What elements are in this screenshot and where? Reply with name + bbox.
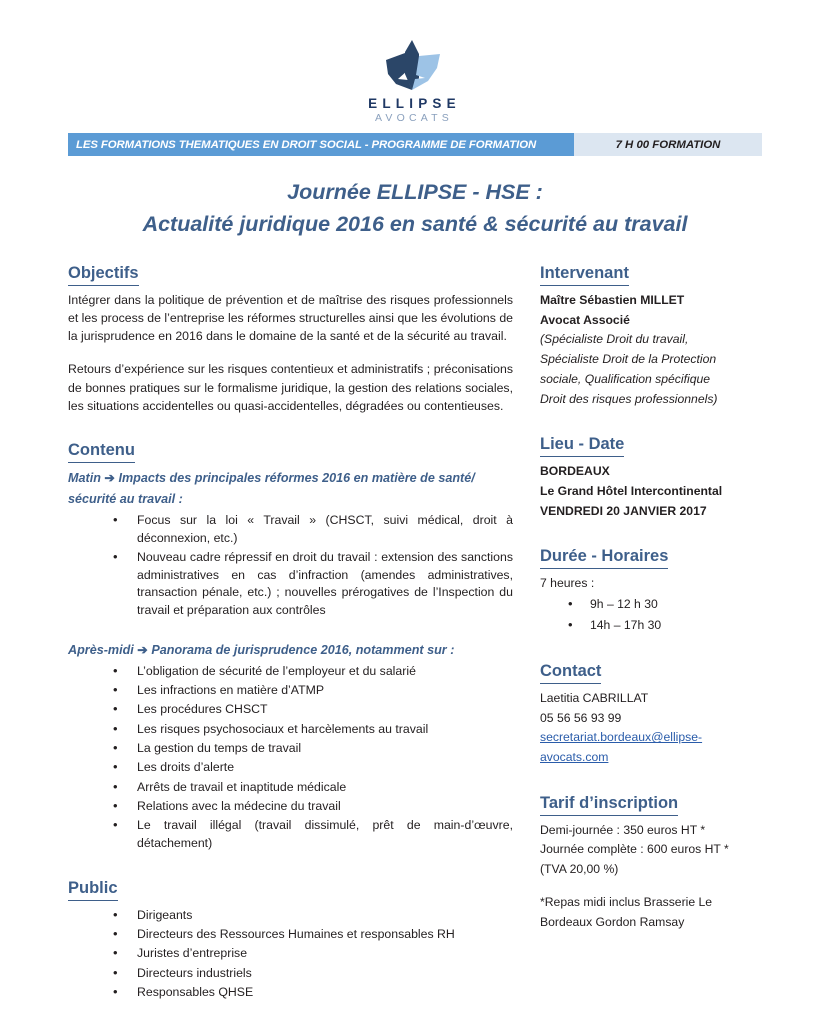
- section-tarif: [540, 794, 764, 933]
- list-item: • Directeurs des Ressources Humaines et responsables RH: [113, 926, 513, 944]
- list-item: • Le travail illégal (travail dissimulé, prêt de main-d’œuvre, détachement): [113, 817, 513, 853]
- section-public: [68, 879, 513, 1002]
- section-lieu-date: [540, 435, 764, 521]
- list-item: • Nouveau cadre répressif en droit du travail : extension des sanctions administratives en cas d’infraction (amendes administratives, transaction pénale, etc.) ; nouvelles prérogatives de l’Inspection du travail et préparation aux contrôles: [113, 549, 513, 620]
- list-item: • 14h – 17h 30: [568, 615, 764, 636]
- lieu-date-value: VENDREDI 20 JANVIER 2017: [540, 503, 707, 518]
- intervenant-heading: Intervenant: [540, 264, 629, 286]
- lieu-date-heading: Lieu - Date: [540, 435, 624, 457]
- header-banner: [68, 133, 762, 156]
- contenu-apresmidi-list: [68, 663, 513, 853]
- list-item: • La gestion du temps de travail: [113, 740, 513, 758]
- page-title: [68, 176, 762, 241]
- page-title-line1: Journée ELLIPSE - HSE :: [287, 180, 543, 204]
- logo-subtitle: AVOCATS: [374, 111, 454, 124]
- list-item: • 9h – 12 h 30: [568, 594, 764, 615]
- contact-phone: 05 56 56 93 99: [540, 710, 622, 725]
- list-item: • L’obligation de sécurité de l’employeur et du salarié: [113, 663, 513, 681]
- section-duree-horaires: [540, 547, 764, 636]
- right-column: [540, 264, 764, 933]
- contenu-matin-list: [68, 512, 513, 620]
- banner-duration-label: 7 H 00 FORMATION: [574, 133, 762, 156]
- objectifs-paragraph-1: Intégrer dans la politique de prévention et de maîtrise des risques professionnels et les process de l’entreprise les réformes structurelles ainsi que les évolutions de la jurisprudence en 2016 dans le domaine de la santé et de la sécurité au travail.: [68, 292, 513, 344]
- list-item: • Arrêts de travail et inaptitude médicale: [113, 779, 513, 797]
- section-intervenant: [540, 264, 764, 409]
- public-list: [68, 907, 513, 1002]
- objectifs-paragraph-2: Retours d’expérience sur les risques contentieux et administratifs ; préconisations de bonnes pratiques sur le formalisme juridique, la gestion des relations sociales, les situations accidentelles ou quasi-accidentelles, dégradées ou contentieuses.: [68, 362, 513, 413]
- lieu-venue: Le Grand Hôtel Intercontinental: [540, 483, 723, 498]
- intervenant-role: Avocat Associé: [540, 312, 630, 327]
- section-objectifs: [68, 264, 513, 415]
- brand-logo: [0, 38, 824, 124]
- tarif-heading: Tarif d’inscription: [540, 794, 678, 816]
- contact-heading: Contact: [540, 662, 601, 684]
- tarif-footnote: *Repas midi inclus Brasserie Le Bordeaux Gordon Ramsay: [540, 894, 713, 929]
- list-item: • Dirigeants: [113, 907, 513, 925]
- apresmidi-label: Après-midi: [68, 643, 134, 657]
- tarif-half-day: Demi-journée : 350 euros HT *: [540, 822, 706, 837]
- section-contact: [540, 662, 764, 768]
- contact-email-link[interactable]: secretariat.bordeaux@ellipse-avocats.com: [540, 730, 703, 765]
- contact-person: Laetitia CABRILLAT: [540, 690, 649, 705]
- page-title-line2: Actualité juridique 2016 en santé & sécurité au travail: [142, 212, 688, 237]
- ellipse-bird-mark: [378, 38, 446, 94]
- public-heading: Public: [68, 879, 118, 901]
- list-item: • Les droits d’alerte: [113, 759, 513, 777]
- matin-label: Matin: [68, 470, 101, 485]
- duree-heading: Durée - Horaires: [540, 547, 668, 569]
- arrow-right-icon: ➔: [104, 470, 115, 485]
- contenu-matin-subheading: [68, 468, 513, 511]
- logo-wordmark: ELLIPSE: [368, 96, 461, 111]
- list-item: • Focus sur la loi « Travail » (CHSCT, suivi médical, droit à déconnexion, etc.): [113, 512, 513, 548]
- contenu-apresmidi-subheading: [68, 640, 513, 662]
- tarif-vat: (TVA 20,00 %): [540, 862, 619, 877]
- banner-program-label: LES FORMATIONS THEMATIQUES EN DROIT SOCIAL - PROGRAMME DE FORMATION: [68, 133, 574, 156]
- list-item: • Relations avec la médecine du travail: [113, 798, 513, 816]
- tarif-full-day: Journée complète : 600 euros HT *: [540, 842, 729, 857]
- objectifs-heading: Objectifs: [68, 264, 139, 286]
- list-item: • Les infractions en matière d’ATMP: [113, 682, 513, 700]
- lieu-city: BORDEAUX: [540, 464, 610, 479]
- intervenant-qualification-line: sociale, Qualification spécifique: [540, 371, 711, 386]
- contenu-heading: Contenu: [68, 441, 135, 463]
- spacer: [540, 880, 764, 893]
- duree-total: 7 heures :: [540, 576, 595, 591]
- intervenant-qualification-line: (Spécialiste Droit du travail,: [540, 332, 689, 347]
- list-item: • Juristes d’entreprise: [113, 945, 513, 963]
- matin-title: Impacts des principales réformes 2016 en matière de santé/ sécurité au travail :: [68, 470, 475, 507]
- intervenant-qualification-line: Spécialiste Droit de la Protection: [540, 352, 717, 367]
- list-item: • Directeurs industriels: [113, 965, 513, 983]
- apresmidi-title: Panorama de jurisprudence 2016, notamment sur :: [151, 643, 455, 657]
- section-contenu: [68, 441, 513, 853]
- arrow-right-icon: ➔: [137, 643, 148, 657]
- left-column: [68, 264, 513, 1003]
- list-item: • Les risques psychosociaux et harcèlements au travail: [113, 721, 513, 739]
- list-item: • Responsables QHSE: [113, 984, 513, 1002]
- intervenant-qualification-line: Droit des risques professionnels): [540, 391, 718, 406]
- list-item: • Les procédures CHSCT: [113, 701, 513, 719]
- intervenant-name: Maître Sébastien MILLET: [540, 292, 685, 307]
- duree-slot-list: [540, 594, 764, 636]
